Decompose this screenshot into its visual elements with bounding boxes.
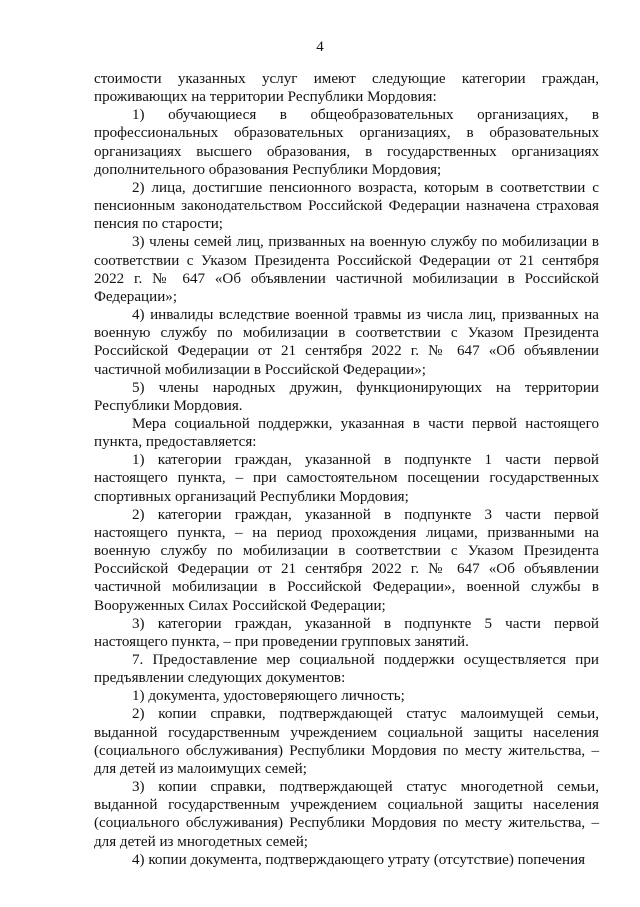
paragraph: 1) обучающиеся в общеобразовательных организациях, в профессиональных образовательных организациях, в образовательных организациях высшего образования, в государственных организациях дополнительного образования Республики Мордовия; bbox=[94, 107, 599, 178]
paragraph: 4) копии документа, подтверждающего утрату (отсутствие) попечения bbox=[132, 851, 586, 868]
paragraph: 2) копии справки, подтверждающей статус малоимущей семьи, выданной государственным учреждением социальной защиты населения (социального обслуживания) Республики Мордовия по месту жительства, – для детей из малоимущих семей; bbox=[94, 706, 599, 777]
paragraph: 2) категории граждан, указанной в подпункте 3 части первой настоящего пункта, – на период прохождения лицами, призванными на военную службу по мобилизации в соответствии с Указом Президента Российской Федерации от 21 сентября 2022 г. № 647 «Об объявлении частичной мобилизации в Российской Федерации», военной службы в Вооруженных Силах Российской Федерации; bbox=[94, 506, 599, 614]
document-body bbox=[94, 70, 599, 869]
paragraph: 7. Предоставление мер социальной поддержки осуществляется при предъявлении следующих документов: bbox=[94, 652, 599, 687]
paragraph: 4) инвалиды вследствие военной травмы из числа лиц, призванных на военную службу по мобилизации в соответствии с Указом Президента Российской Федерации от 21 сентября 2022 г. № 647 «Об объявлении частичной мобилизации в Российской Федерации»; bbox=[94, 307, 599, 378]
paragraph: стоимости указанных услуг имеют следующие категории граждан, проживающих на территории Республики Мордовия: bbox=[94, 71, 599, 106]
paragraph: Мера социальной поддержки, указанная в части первой настоящего пункта, предоставляется: bbox=[94, 415, 599, 451]
paragraph: 5) члены народных дружин, функционирующих на территории Республики Мордовия. bbox=[94, 379, 599, 414]
page-number: 4 bbox=[316, 39, 324, 55]
paragraph: 1) категории граждан, указанной в подпункте 1 части первой настоящего пункта, – при самостоятельном посещении государственных спортивных организаций Республики Мордовия; bbox=[94, 452, 599, 505]
paragraph: 3) члены семей лиц, призванных на военную службу по мобилизации в соответствии с Указом Президента Российской Федерации от 21 сентября 2022 г. № 647 «Об объявлении частичной мобилизации в Российской Федерации»; bbox=[94, 234, 599, 305]
paragraph: 2) лица, достигшие пенсионного возраста, которым в соответствии с пенсионным законодательством Российской Федерации назначена страховая пенсия по старости; bbox=[94, 179, 599, 233]
paragraph: 3) копии справки, подтверждающей статус многодетной семьи, выданной государственным учреждением социальной защиты населения (социального обслуживания) Республики Мордовия по месту жительства, – для детей из многодетных семей; bbox=[94, 779, 599, 850]
paragraph: 1) документа, удостоверяющего личность; bbox=[132, 688, 405, 705]
paragraph: 3) категории граждан, указанной в подпункте 5 части первой настоящего пункта, – при проведении групповых занятий. bbox=[94, 615, 599, 650]
